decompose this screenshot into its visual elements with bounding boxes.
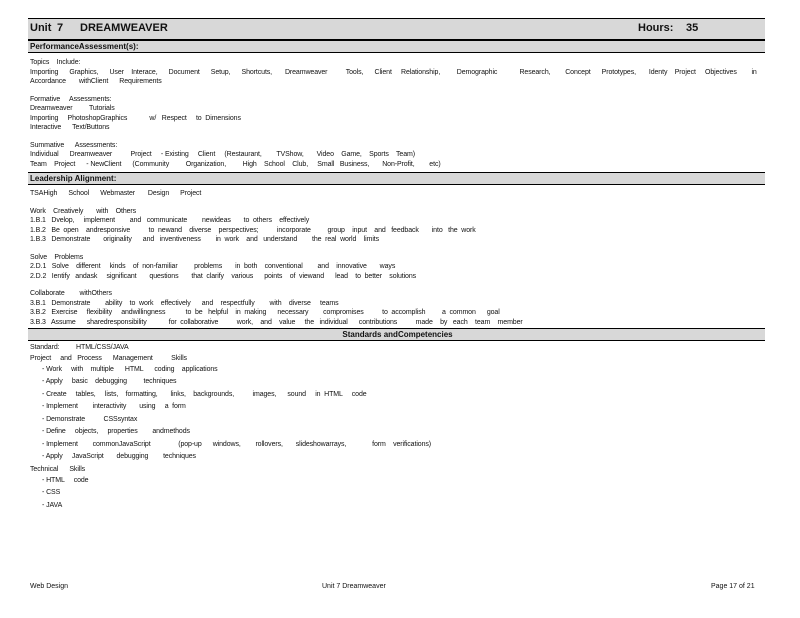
- text-line: - Implement commonJavaScript (pop-up windows, rollovers, slideshowarrays, form verifications): [42, 440, 431, 448]
- text-line: Work Creatively with Others: [30, 207, 137, 215]
- text-line: - JAVA: [42, 501, 63, 509]
- text-line: 1.B.3 Demonstrate originality and inventiveness in work and understand the real world limits: [30, 236, 380, 243]
- footer-center: Unit 7 Dreamweaver: [322, 583, 386, 590]
- hours-label: Hours:: [638, 22, 674, 34]
- summative-block: [28, 141, 765, 170]
- text-line: Importing Graphics, User Interace, Document Setup, Shortcuts, Dreamweaver Tools, Client Relationship, Demographic Research, Concept Prototypes, Identy Project Objectives in: [30, 68, 757, 76]
- text-line: 1.B.1 Dvelop, implement and communicate newideas to others effectively: [30, 217, 310, 224]
- text-line: - Demonstrate CSSsyntax: [42, 415, 138, 423]
- text-line: Summative Assessments:: [30, 141, 118, 149]
- project-skills-list: [28, 364, 765, 464]
- tsa-line: TSAHigh School Webmaster Design Project: [30, 190, 202, 197]
- text-line: Formative Assessments:: [30, 95, 112, 103]
- text-line: - Implement interactivity using a form: [42, 403, 186, 410]
- leadership-alignment-bar: Leadership Alignment:: [28, 172, 765, 185]
- text-line: Individual Dreamweaver Project - Existing Client (Restaurant, TVShow, Video Game, Sports Team): [30, 151, 415, 158]
- text-line: Accordance withClient Requirements: [30, 78, 162, 85]
- unit-header: [28, 18, 765, 40]
- hours-value: 35: [686, 22, 699, 34]
- work-creatively-block: [28, 207, 765, 245]
- document-page: [28, 18, 765, 512]
- project-process-heading: Project and Process Management Skills: [30, 354, 187, 362]
- text-line: Team Project - NewClient (Community Organization, High School Club, Small Business, Non-Profit, etc): [30, 160, 441, 168]
- footer-page-number: Page 17 of 21: [711, 583, 755, 590]
- text-line: - Apply JavaScript debugging techniques: [42, 453, 196, 460]
- text-line: 2.D.1 Solve different kinds of non-familiar problems in both conventional and innovative ways: [30, 263, 396, 270]
- unit-number: 7: [57, 22, 64, 34]
- text-line: 2.D.2 Ientify andask significant questions that clarify various points of viewand lead to better solutions: [30, 272, 417, 280]
- topics-block: [28, 58, 765, 87]
- text-line: Solve Problems: [30, 253, 84, 261]
- standard-line: Standard: HTML/CSS/JAVA: [30, 344, 129, 351]
- footer-left: Web Design: [30, 583, 69, 590]
- text-line: - Work with multiple HTML coding applications: [42, 365, 218, 373]
- text-line: - Create tables, lists, formatting, links, backgrounds, images, sound in HTML code: [42, 390, 367, 398]
- text-line: Topics Include:: [30, 59, 81, 66]
- text-line: - CSS: [42, 489, 61, 496]
- text-line: Dreamweaver Tutorials: [30, 105, 115, 112]
- text-line: 3.B.2 Exercise flexibility andwillingness to be helpful in making necessary compromises to accomplish a common goal: [30, 309, 500, 316]
- text-line: 1.B.2 Be open andresponsive to newand diverse perspectives; incorporate group input and feedback into the work: [30, 226, 476, 234]
- formative-block: [28, 95, 765, 133]
- text-line: Importing PhotoshopGraphics w/ Respect to Dimensions: [30, 114, 241, 122]
- text-line: - Apply basic debugging techniques: [42, 378, 177, 385]
- page-footer: [28, 583, 765, 593]
- text-line: 3.B.1 Demonstrate ability to work effectively and respectfully with diverse teams: [30, 299, 339, 307]
- collaborate-block: [28, 289, 765, 327]
- performance-assessment-bar: PerformanceAssessment(s):: [28, 40, 765, 53]
- text-line: Collaborate withOthers: [30, 290, 112, 297]
- technical-skills-list: [28, 475, 765, 513]
- text-line: - HTML code: [42, 476, 89, 484]
- standards-bar: Standards andCompetencies: [28, 328, 765, 341]
- text-line: - Define objects, properties andmethods: [42, 428, 190, 435]
- unit-title: DREAMWEAVER: [80, 22, 168, 34]
- technical-skills-heading: Technical Skills: [30, 465, 86, 473]
- unit-label: Unit: [30, 22, 52, 34]
- solve-problems-block: [28, 253, 765, 282]
- text-line: Interactive Text/Buttons: [30, 124, 110, 131]
- text-line: 3.B.3 Assume sharedresponsibility for collaborative work, and value the individual contributions made by each team member: [30, 318, 523, 326]
